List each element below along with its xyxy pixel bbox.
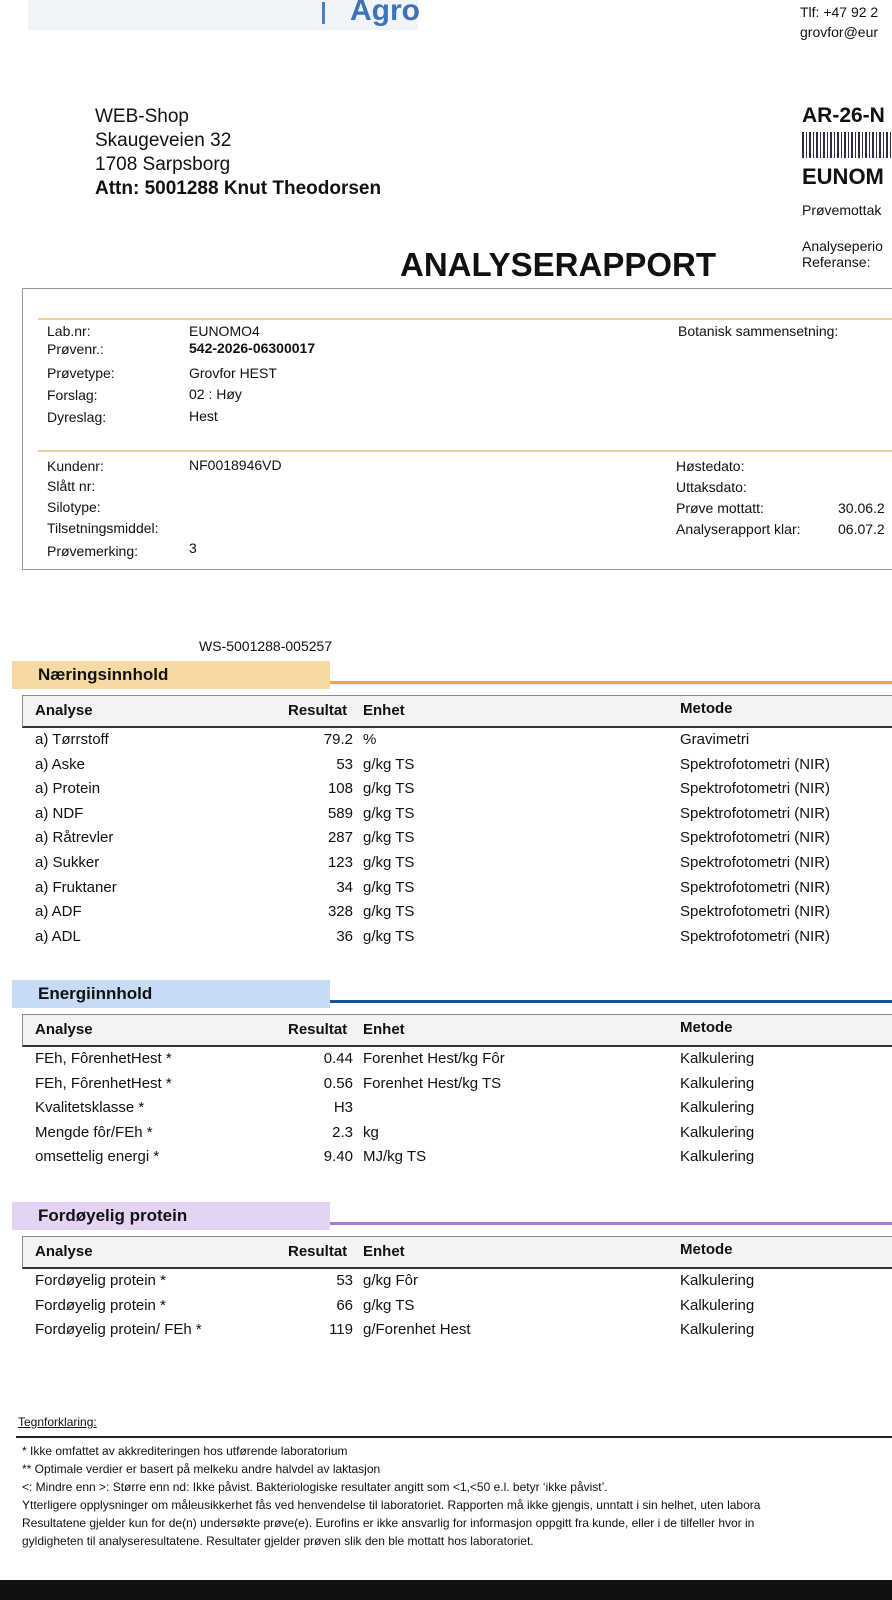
- row-enhet: g/kg TS: [363, 879, 415, 896]
- row-analyse: a) ADL: [35, 928, 81, 945]
- phone-text: Tlf: +47 92 2: [800, 4, 879, 20]
- row-metode: Kalkulering: [680, 1050, 755, 1067]
- recipient-line1: WEB-Shop: [95, 106, 189, 127]
- row-metode: Spektrofotometri (NIR): [680, 928, 831, 945]
- row-enhet: Forenhet Hest/kg Fôr: [363, 1050, 505, 1067]
- row-metode: Spektrofotometri (NIR): [680, 829, 831, 846]
- row-analyse: FEh, FôrenhetHest *: [35, 1075, 172, 1092]
- provemerking-label: Prøvemerking:: [47, 543, 139, 559]
- section-rule: [330, 681, 892, 684]
- row-analyse: a) Sukker: [35, 854, 100, 871]
- mottatt-label: Prøve mottatt:: [676, 500, 764, 516]
- row-analyse: Fordøyelig protein *: [35, 1272, 166, 1289]
- row-metode: Kalkulering: [680, 1321, 755, 1338]
- info-top-divider: [38, 318, 892, 320]
- lab-code: EUNOM: [802, 164, 884, 189]
- provemerking-value: 3: [189, 540, 197, 556]
- tilsetning-label: Tilsetningsmiddel:: [47, 520, 159, 536]
- row-enhet: g/kg Fôr: [363, 1272, 419, 1289]
- row-enhet: g/kg TS: [363, 903, 415, 920]
- legend-line: Resultatene gjelder kun for de(n) undersøkte prøve(e). Eurofins er ikke ansvarlig for informasjon oppgitt fra kunde, eller i de tilfeller hvor in: [22, 1516, 755, 1530]
- col-header-analyse: Analyse: [35, 702, 93, 719]
- barcode-image: [802, 132, 892, 158]
- row-resultat: 119: [329, 1321, 353, 1338]
- logo-agro-text: Agro: [350, 0, 420, 27]
- row-analyse: a) NDF: [35, 805, 84, 822]
- recipient-line2: Skaugeveien 32: [95, 130, 232, 151]
- row-resultat: 123: [327, 854, 353, 871]
- klar-value: 06.07.2: [838, 521, 885, 537]
- row-analyse: Kvalitetsklasse *: [35, 1099, 145, 1116]
- labnr-label: Lab.nr:: [47, 323, 91, 339]
- legend-line: gyldigheten til analyseresultatene. Resultater gjelder prøven slik den ble mottatt hos laboratoriet.: [22, 1534, 534, 1548]
- row-metode: Kalkulering: [680, 1075, 755, 1092]
- row-metode: Spektrofotometri (NIR): [680, 854, 831, 871]
- row-resultat: 79.2: [323, 731, 353, 748]
- row-analyse: Fordøyelig protein/ FEh *: [35, 1321, 202, 1338]
- row-metode: Spektrofotometri (NIR): [680, 805, 831, 822]
- row-resultat: 66: [336, 1297, 353, 1314]
- legend-line: <: Mindre enn >: Større enn nd: Ikke påvist. Bakteriologiske resultater angitt som <1,<50 e.l. betyr ‘ikke påvist’.: [22, 1480, 608, 1494]
- col-header-metode: Metode: [680, 700, 733, 717]
- legend-divider: [16, 1436, 892, 1438]
- row-resultat: 34: [336, 879, 353, 896]
- row-analyse: a) Protein: [35, 780, 101, 797]
- section-title: Næringsinnhold: [38, 665, 169, 684]
- row-metode: Spektrofotometri (NIR): [680, 756, 831, 773]
- row-enhet: Forenhet Hest/kg TS: [363, 1075, 502, 1092]
- row-analyse: Fordøyelig protein *: [35, 1297, 166, 1314]
- table-header: [22, 1236, 892, 1269]
- row-analyse: a) Fruktaner: [35, 879, 117, 896]
- row-resultat: 589: [327, 805, 353, 822]
- row-metode: Kalkulering: [680, 1272, 755, 1289]
- slatt-label: Slått nr:: [47, 478, 96, 494]
- section-title: Fordøyelig protein: [38, 1206, 188, 1225]
- provetype-label: Prøvetype:: [47, 365, 115, 381]
- kundenr-value: NF0018946VD: [189, 457, 282, 473]
- forslag-label: Forslag:: [47, 387, 98, 403]
- col-header-enhet: Enhet: [363, 1021, 405, 1038]
- dyreslag-value: Hest: [189, 408, 218, 424]
- labnr-value: EUNOMO4: [189, 323, 260, 339]
- legend-line: Ytterligere opplysninger om måleusikkerhet fås ved henvendelse til laboratoriet. Rapporten må ikke gjengis, unntatt i sin helhet, uten labora: [22, 1498, 761, 1512]
- mottatt-value: 30.06.2: [838, 500, 885, 516]
- row-analyse: a) ADF: [35, 903, 82, 920]
- logo-divider: [322, 2, 325, 24]
- row-analyse: Mengde fôr/FEh *: [35, 1124, 153, 1141]
- period-label: Analyseperio: [802, 238, 883, 254]
- report-title: ANALYSERAPPORT: [400, 246, 716, 283]
- row-resultat: 108: [327, 780, 353, 797]
- row-enhet: %: [363, 731, 377, 748]
- col-header-metode: Metode: [680, 1241, 733, 1258]
- row-enhet: MJ/kg TS: [363, 1148, 427, 1165]
- silotype-label: Silotype:: [47, 499, 101, 515]
- dyreslag-label: Dyreslag:: [47, 409, 107, 425]
- row-resultat: 36: [336, 928, 353, 945]
- row-enhet: g/kg TS: [363, 829, 415, 846]
- row-resultat: H3: [333, 1099, 353, 1116]
- botanisk-label: Botanisk sammensetning:: [678, 323, 839, 339]
- report-number: AR-26-N: [802, 104, 885, 127]
- col-header-analyse: Analyse: [35, 1243, 93, 1260]
- row-enhet: g/kg TS: [363, 756, 415, 773]
- row-metode: Spektrofotometri (NIR): [680, 780, 831, 797]
- col-header-metode: Metode: [680, 1019, 733, 1036]
- table-header: [22, 695, 892, 728]
- recipient-attn: Attn: 5001288 Knut Theodorsen: [95, 178, 382, 199]
- col-header-resultat: Resultat: [288, 1243, 348, 1260]
- col-header-enhet: Enhet: [363, 1243, 405, 1260]
- row-resultat: 0.44: [323, 1050, 353, 1067]
- kundenr-label: Kundenr:: [47, 458, 104, 474]
- uttaksdato-label: Uttaksdato:: [676, 479, 747, 495]
- section-title: Energiinnhold: [38, 984, 153, 1003]
- row-metode: Kalkulering: [680, 1297, 755, 1314]
- row-analyse: a) Råtrevler: [35, 829, 114, 846]
- col-header-enhet: Enhet: [363, 702, 405, 719]
- row-resultat: 0.56: [323, 1075, 353, 1092]
- col-header-resultat: Resultat: [288, 1021, 348, 1038]
- row-enhet: g/kg TS: [363, 1297, 415, 1314]
- row-analyse: a) Aske: [35, 756, 86, 773]
- legend-title: Tegnforklaring:: [18, 1415, 97, 1429]
- reference-label: Referanse:: [802, 254, 871, 270]
- legend-line: * Ikke omfattet av akkrediteringen hos utførende laboratorium: [22, 1444, 348, 1458]
- row-resultat: 287: [327, 829, 353, 846]
- row-resultat: 53: [336, 1272, 353, 1289]
- row-analyse: FEh, FôrenhetHest *: [35, 1050, 172, 1067]
- row-enhet: g/kg TS: [363, 854, 415, 871]
- col-header-resultat: Resultat: [288, 702, 348, 719]
- row-metode: Kalkulering: [680, 1124, 755, 1141]
- row-metode: Spektrofotometri (NIR): [680, 903, 831, 920]
- ws-reference: WS-5001288-005257: [199, 638, 333, 654]
- row-metode: Kalkulering: [680, 1099, 755, 1116]
- forslag-value: 02 : Høy: [189, 386, 242, 402]
- row-enhet: g/Forenhet Hest: [363, 1321, 471, 1338]
- provenr-value: 542-2026-06300017: [189, 340, 316, 356]
- provenr-label: Prøvenr.:: [47, 341, 104, 357]
- row-enhet: g/kg TS: [363, 805, 415, 822]
- recipient-line3: 1708 Sarpsborg: [95, 154, 231, 175]
- received-label: Prøvemottak: [802, 202, 882, 218]
- col-header-analyse: Analyse: [35, 1021, 93, 1038]
- info-mid-divider: [38, 450, 892, 452]
- klar-label: Analyserapport klar:: [676, 521, 801, 537]
- section-rule: [330, 1222, 892, 1225]
- legend-line: ** Optimale verdier er basert på melkeku andre halvdel av laktasjon: [22, 1462, 381, 1476]
- row-resultat: 9.40: [323, 1148, 353, 1165]
- row-enhet: kg: [363, 1124, 379, 1141]
- row-resultat: 53: [336, 756, 353, 773]
- row-resultat: 2.3: [332, 1124, 353, 1141]
- row-analyse: omsettelig energi *: [35, 1148, 160, 1165]
- row-metode: Gravimetri: [680, 731, 750, 748]
- row-enhet: g/kg TS: [363, 780, 415, 797]
- table-header: [22, 1014, 892, 1047]
- provetype-value: Grovfor HEST: [189, 365, 277, 381]
- row-resultat: 328: [327, 903, 353, 920]
- email-text: grovfor@eur: [800, 24, 879, 40]
- row-metode: Kalkulering: [680, 1148, 755, 1165]
- row-metode: Spektrofotometri (NIR): [680, 879, 831, 896]
- hostedato-label: Høstedato:: [676, 458, 745, 474]
- section-rule: [330, 1000, 892, 1003]
- row-enhet: g/kg TS: [363, 928, 415, 945]
- row-analyse: a) Tørrstoff: [35, 731, 109, 748]
